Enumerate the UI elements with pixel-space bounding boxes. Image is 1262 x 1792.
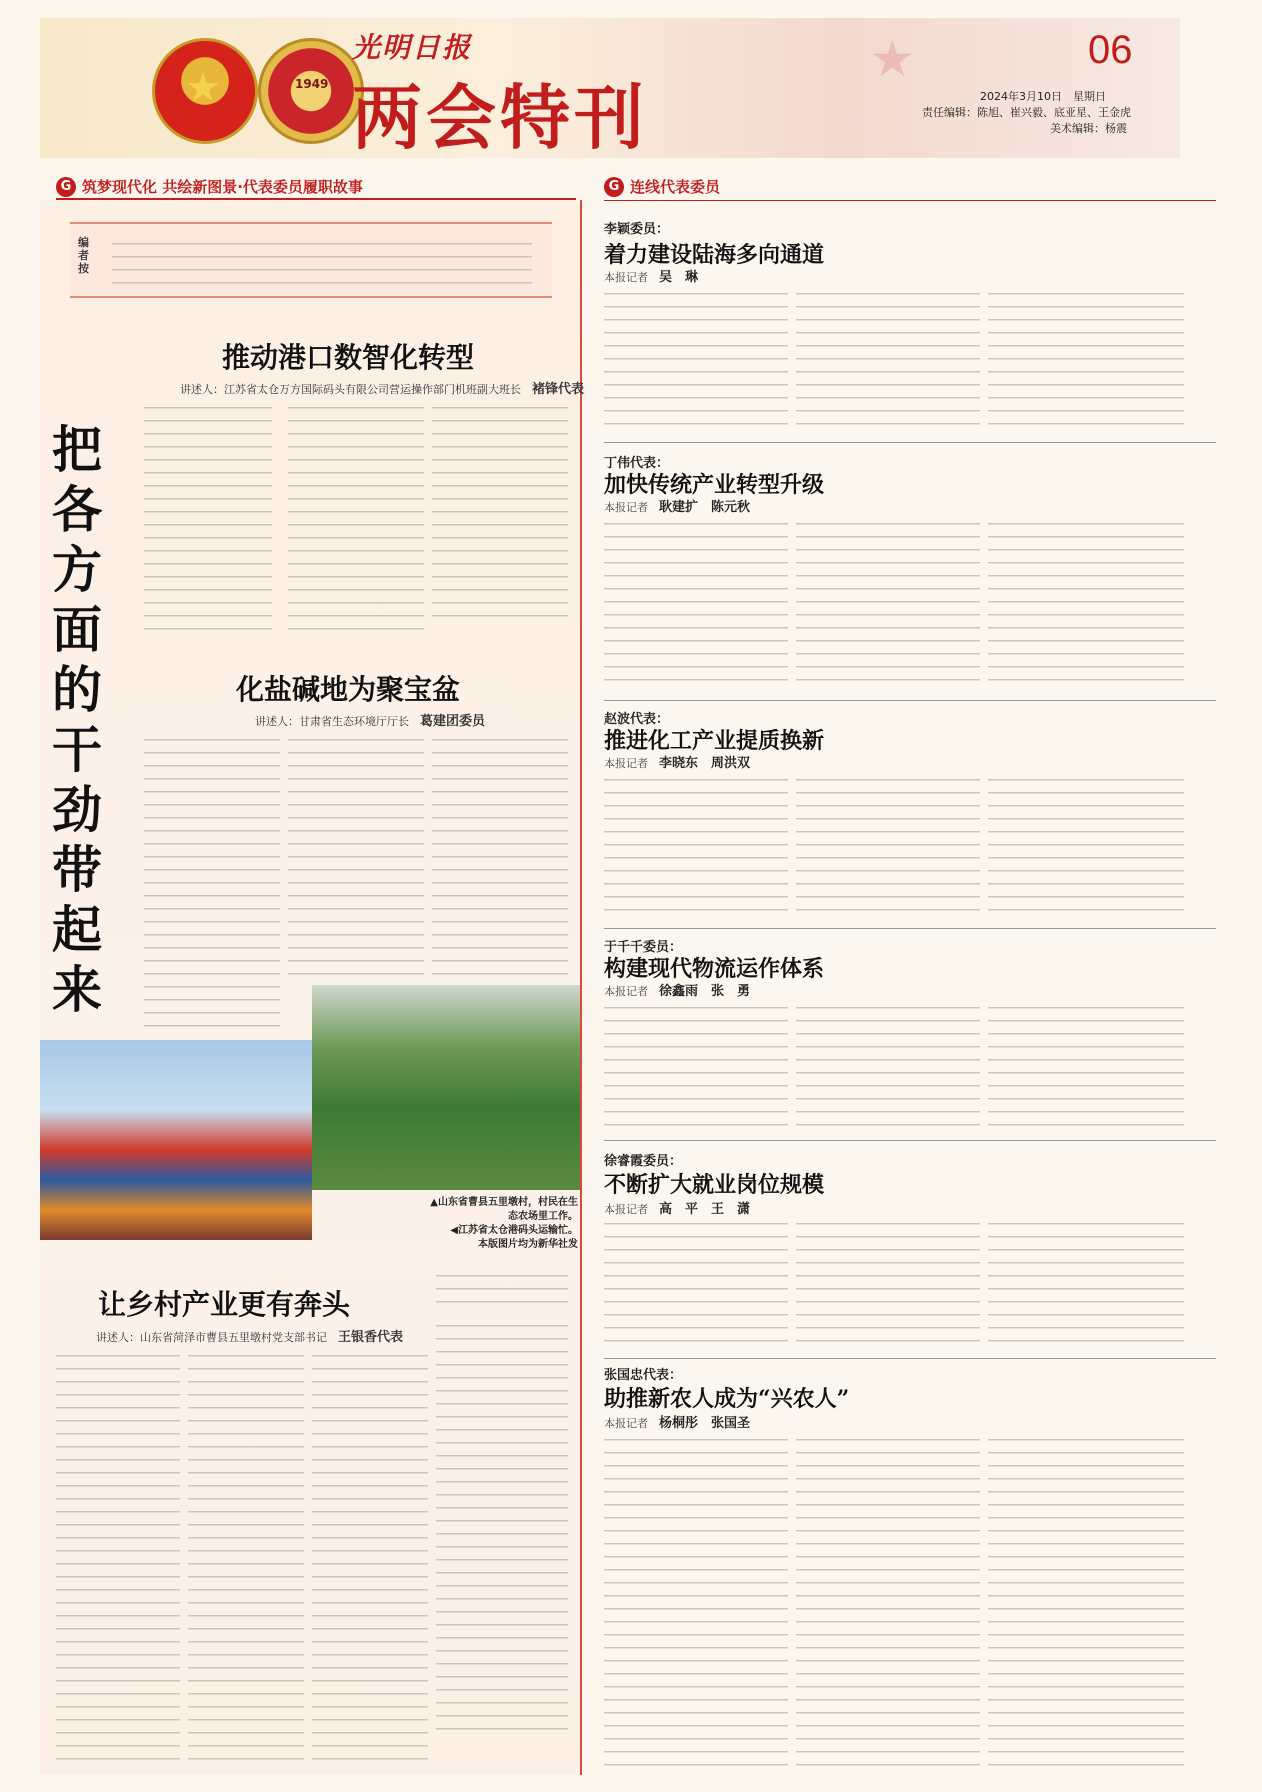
reporter-line [604,266,698,285]
item-body-col [604,518,788,684]
rep-title: 推进化工产业提质换新 [604,728,825,754]
item-body-col [604,1002,788,1126]
photo-caption-1: ▲山东省曹县五里墩村，村民在生态农场里工作。 [430,1197,578,1222]
rep-name: 赵波代表： [604,712,670,727]
item-body-col [796,518,980,684]
rep-name: 张国忠代表： [604,1368,683,1383]
article-body-col [188,1350,304,1760]
item-body-col [604,774,788,914]
article-body-col [56,1350,180,1760]
reporter-line [604,752,750,771]
editor-note-text [112,238,532,290]
item-body-col [796,774,980,914]
item-body-col [988,1002,1184,1126]
reporter-line [604,496,750,515]
rep-title: 不断扩大就业岗位规模 [604,1172,825,1198]
reporter-names: 高 平 王 潇 [659,1202,751,1217]
rep-name: 丁伟代表： [604,456,670,471]
item-body-col [604,288,788,426]
reporter-names: 吴 琳 [659,270,699,285]
speaker-name: 王银香代表 [338,1330,404,1345]
speaker-role: 山东省菏泽市曹县五里墩村党支部书记 [140,1331,327,1344]
speaker-prefix: 讲述人： [180,383,224,396]
speaker-prefix: 讲述人： [96,1331,140,1344]
article-speaker [255,710,485,729]
article-body-col [432,734,568,978]
reporter-label: 本报记者 [604,1417,648,1430]
article-body-col [144,734,280,1034]
big-slogan: 把各方面的干劲带起来 [52,420,102,1019]
article-body-col [312,1350,428,1760]
item-body-col [796,1218,980,1346]
right-section-header [604,176,720,197]
article-body-col [436,1320,568,1740]
reporter-names: 李晓东 周洪双 [659,756,751,771]
reporter-line [604,1198,750,1217]
article-title: 让乡村产业更有奔头 [98,1288,351,1321]
editor-note-tag: 编者按 [78,236,89,275]
speaker-role: 江苏省太仓万方国际码头有限公司营运操作部门机班副大班长 [224,383,521,396]
left-section-rule [56,198,576,200]
editors: 责任编辑：陈旭、崔兴毅、底亚星、王金虎 [922,106,1131,119]
paper-name: 光明日报 [352,31,473,64]
rep-name: 于千千委员： [604,940,683,955]
item-body-col [796,1434,980,1770]
item-body-col [988,288,1184,426]
left-section-header [56,176,363,197]
article-speaker [180,378,584,397]
guangming-g-icon: G [604,177,624,197]
article-title: 化盐碱地为聚宝盆 [236,673,461,706]
article-body-col [288,402,424,634]
article-body-col [432,402,568,620]
right-section-rule [604,200,1216,201]
article-body-col [288,734,424,978]
item-body-col [796,1002,980,1126]
art-editors: 美术编辑：杨震 [1050,122,1127,135]
guangming-g-icon: G [56,177,76,197]
speaker-prefix: 讲述人： [255,715,299,728]
farm-photo [312,985,580,1190]
article-title: 推动港口数智化转型 [222,341,475,374]
article-body-col [144,402,272,634]
page-number: 06 [1088,28,1133,72]
reporter-label: 本报记者 [604,1203,648,1216]
rep-name: 李颖委员： [604,222,670,237]
item-body-col [988,1434,1184,1770]
reporter-names: 杨桐彤 张国圣 [659,1416,751,1431]
national-emblem-icon: ★ [152,38,258,144]
reporter-names: 耿建扩 陈元秋 [659,500,751,515]
reporter-line [604,980,750,999]
port-photo [40,1040,320,1240]
rep-title: 构建现代物流运作体系 [604,956,825,982]
article-speaker [96,1326,403,1345]
emblem-year: 1949 [295,77,329,91]
photo-caption-2: ◀江苏省太仓港码头运输忙。 [450,1225,578,1236]
reporter-label: 本报记者 [604,985,648,998]
speaker-role: 甘肃省生态环境厅厅长 [299,715,409,728]
item-body-col [988,518,1184,684]
issue-date: 2024年3月10日 星期日 [980,90,1106,103]
item-body-col [988,774,1184,914]
speaker-name: 褚锋代表 [532,382,585,397]
rep-title: 加快传统产业转型升级 [604,472,825,498]
item-body-col [604,1434,788,1770]
reporter-names: 徐鑫雨 张 勇 [659,984,751,999]
left-section-label: 筑梦现代化 共绘新图景·代表委员履职故事 [82,178,363,196]
item-body-col [604,1218,788,1346]
rep-title: 助推新农人成为“兴农人” [604,1386,850,1412]
rep-title: 着力建设陆海多向通道 [604,242,825,268]
item-body-col [988,1218,1184,1346]
right-section-label: 连线代表委员 [630,178,721,196]
reporter-label: 本报记者 [604,501,648,514]
star-decoration-icon: ★ [870,30,915,88]
reporter-line [604,1412,750,1431]
reporter-label: 本报记者 [604,757,648,770]
special-title: 两会特刊 [352,76,648,159]
item-body-col [796,288,980,426]
photo-credit: 本版图片均为新华社发 [478,1239,578,1250]
cppcc-emblem-icon [258,38,364,144]
article-body-col [436,1270,568,1310]
rep-name: 徐睿霞委员： [604,1154,683,1169]
reporter-label: 本报记者 [604,271,648,284]
speaker-name: 葛建团委员 [420,714,486,729]
